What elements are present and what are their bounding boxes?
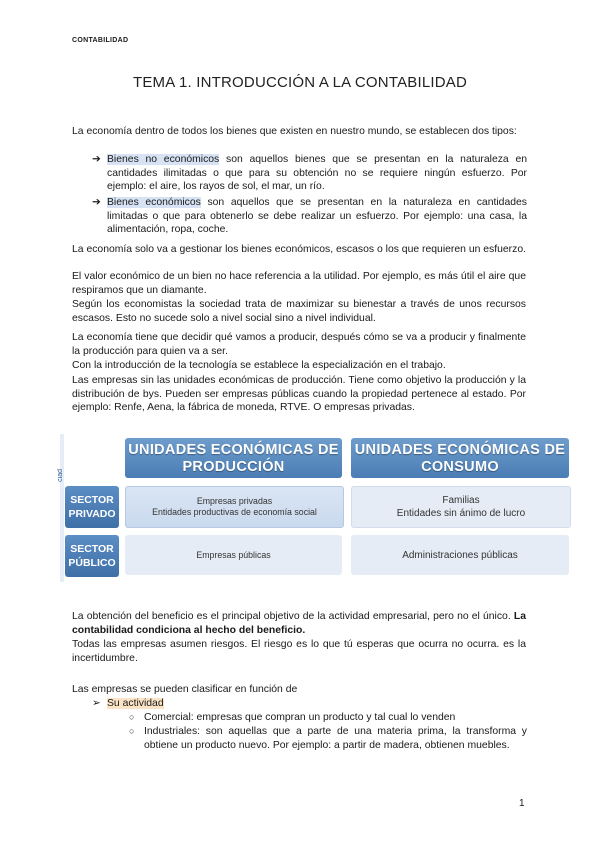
classification-bullet <box>107 697 164 711</box>
cell-line: Empresas privadas <box>196 496 273 506</box>
cell-public-consumption <box>351 535 569 575</box>
bold-text: La contabilidad condiciona al hecho del beneficio. <box>72 611 526 636</box>
intro-paragraph: La economía dentro de todos los bienes que existen en nuestro mundo, se establecen dos tipos: <box>72 126 517 137</box>
bullet-text: son aquellos que se presentan en la naturaleza en cantidades limitadas o que para obtenerlo se debe realizar un esfuerzo. Por ejemplo: una casa, la alimentación, ropa, coche. <box>107 197 527 235</box>
page-number: 1 <box>519 798 525 809</box>
cell-line: Entidades productivas de economía social <box>152 507 317 517</box>
header-consumption: UNIDADES ECONÓMICAS DE CONSUMO <box>351 438 569 478</box>
bullet-text: son aquellos bienes que se presentan en la naturaleza en cantidades ilimitadas o que para su obtención no se requiere ningún esfuerzo. Por ejemplo: el aire, los rayos de sol, el mar, un río. <box>107 154 528 192</box>
bullet-term: Bienes económicos <box>107 197 201 208</box>
triangle-bullet-icon: ➢ <box>92 698 101 709</box>
sub-bullet-item: Comercial: empresas que compran un producto y tal cual lo venden <box>144 712 456 723</box>
cell-public-production <box>125 535 342 575</box>
paragraph: La economía tiene que decidir qué vamos a producir, después cómo se va a producir y finalmente la producción para quien va a ser. <box>72 332 526 357</box>
header-production: UNIDADES ECONÓMICAS DE PRODUCCIÓN <box>125 438 342 478</box>
circle-bullet-icon: ○ <box>129 726 135 736</box>
arrow-bullet-icon: ➔ <box>92 154 101 165</box>
paragraph: La economía solo va a gestionar los bienes económicos, escasos o los que requieren un esfuerzo. <box>72 244 526 255</box>
running-header: CONTABILIDAD <box>72 37 129 44</box>
paragraph: El valor económico de un bien no hace referencia a la utilidad. Por ejemplo, es más útil el aire que respiramos que un diamante. <box>72 271 526 296</box>
cell-private-production <box>125 486 344 528</box>
cell-line: Familias <box>442 495 480 506</box>
cell-line: Empresas públicas <box>196 549 271 560</box>
arrow-bullet-icon: ➔ <box>92 197 101 208</box>
circle-bullet-icon: ○ <box>129 712 135 722</box>
row-private: SECTOR PRIVADO <box>65 486 119 528</box>
row-public: SECTOR PÚBLICO <box>65 535 119 577</box>
paragraph: Todas las empresas asumen riesgos. El riesgo es lo que tú esperas que ocurra no ocurra. es la incertidumbre. <box>72 639 526 664</box>
cell-line: Administraciones públicas <box>402 549 518 561</box>
text-run: La obtención del beneficio es el principal objetivo de la actividad empresarial, pero no el único. <box>72 611 514 622</box>
paragraph: Según los economistas la sociedad trata de maximizar su bienestar a través de unos recursos escasos. Esto no sucede solo a nivel social sino a nivel individual. <box>72 299 526 324</box>
bullet-term: Su actividad <box>107 698 164 709</box>
bullet-item <box>107 153 527 194</box>
paragraph <box>72 610 526 637</box>
paragraph: Con la introducción de la tecnología se establece la especialización en el trabajo. <box>72 360 446 371</box>
paragraph: Las empresas sin las unidades económicas de producción. Tiene como objetivo la producción y la distribución de bys. Pueden ser empresas públicas cuando la propiedad pertenece al estado. Por ejemplo: Renfe, Aena, la fábrica de moneda, RTVE. O empresas privadas. <box>72 375 526 413</box>
economic-units-figure <box>57 434 580 582</box>
cell-private-consumption <box>351 486 571 528</box>
figure-edge <box>60 434 64 582</box>
sub-bullet-item: Industriales: son aquellas que a parte de una materia prima, la transforma y obtiene un producto nuevo. Por ejemplo: a partir de madera, obtienen muebles. <box>144 726 527 751</box>
paragraph: Las empresas se pueden clasificar en función de <box>72 684 298 695</box>
bullet-term: Bienes no económicos <box>107 154 220 165</box>
page-title: TEMA 1. INTRODUCCIÓN A LA CONTABILIDAD <box>132 74 468 91</box>
figure-edge-text: ciad <box>57 469 64 482</box>
cell-line: Entidades sin ánimo de lucro <box>396 508 526 519</box>
bullet-item <box>107 196 527 237</box>
